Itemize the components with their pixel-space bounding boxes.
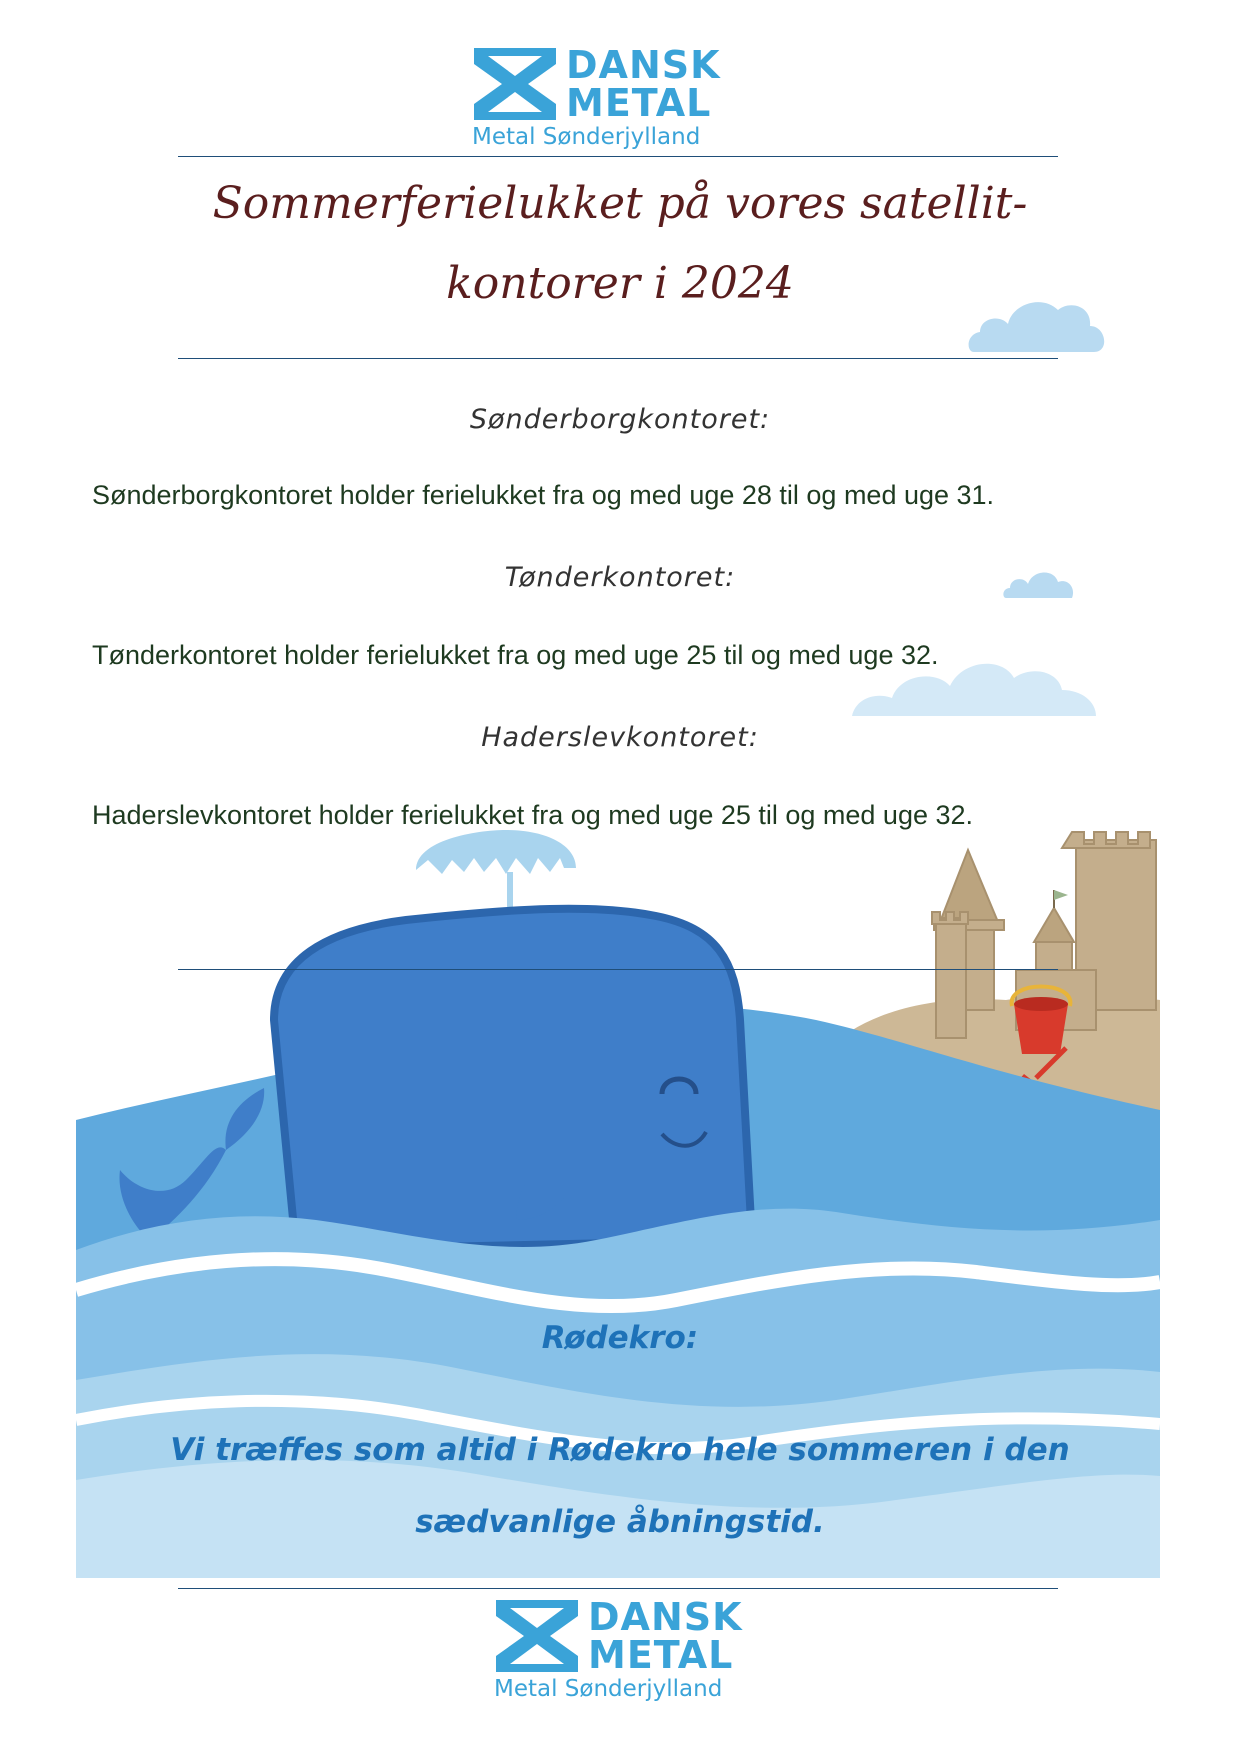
office-heading-haderslev: Haderslevkontoret:: [481, 722, 759, 753]
divider-top: [178, 156, 1058, 157]
logo-top: [472, 43, 734, 156]
office-heading-tonder: Tønderkontoret:: [504, 562, 736, 593]
dansk-metal-logo-icon: [474, 48, 556, 120]
logo-word-dansk: DANSK: [566, 43, 721, 87]
logo-subtitle: Metal Sønderjylland: [494, 1676, 723, 1702]
rodekro-text-line-1: Vi træffes som altid i Rødekro hele sommeren i den: [170, 1432, 1070, 1468]
office-text-haderslev: Haderslevkontoret holder ferielukket fra og med uge 25 til og med uge 32.: [92, 800, 974, 830]
dansk-metal-logo-icon: [496, 1600, 578, 1672]
logo-word-metal: METAL: [566, 81, 712, 125]
cloud-icon: [852, 652, 1096, 716]
page-title-line-1: Sommerferielukket på vores satellit-: [212, 178, 1028, 229]
whale-spout-icon: [416, 830, 576, 874]
logo-subtitle: Metal Sønderjylland: [472, 124, 701, 150]
office-text-tonder: Tønderkontoret holder ferielukket fra og med uge 25 til og med uge 32.: [92, 640, 939, 670]
cloud-icon: [966, 294, 1110, 356]
office-heading-sonderborg: Sønderborgkontoret:: [469, 404, 771, 435]
page-title-line-2: kontorer i 2024: [446, 258, 794, 309]
divider-title: [178, 358, 1058, 359]
office-text-sonderborg: Sønderborgkontoret holder ferielukket fra og med uge 28 til og med uge 31.: [92, 480, 995, 510]
rodekro-text-line-2: sædvanlige åbningstid.: [415, 1504, 825, 1540]
logo-word-metal: METAL: [588, 1633, 734, 1677]
logo-bottom: [494, 1595, 756, 1708]
logo-word-dansk: DANSK: [588, 1595, 743, 1639]
divider-bottom: [178, 1588, 1058, 1589]
divider-middle: [178, 969, 1058, 970]
rodekro-heading: Rødekro:: [541, 1320, 699, 1356]
